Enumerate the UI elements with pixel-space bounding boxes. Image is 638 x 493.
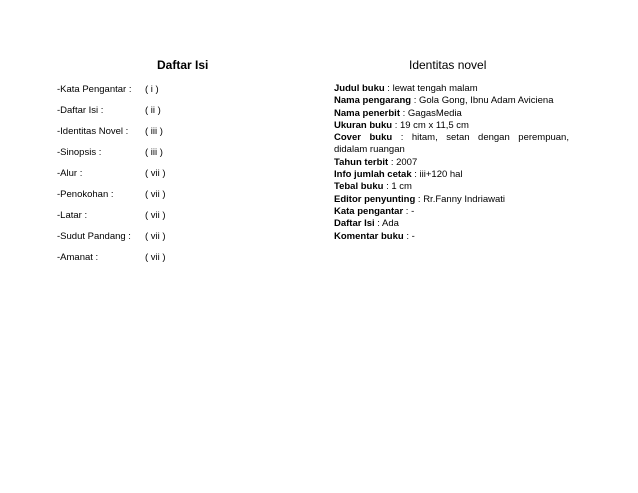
toc-item-sudut-pandang — [57, 230, 307, 251]
toc-item-kata-pengantar — [57, 83, 307, 104]
toc-item-label: -Amanat : — [57, 252, 99, 263]
identity-title: Identitas novel — [409, 58, 487, 72]
toc-item-label: -Daftar Isi : — [57, 105, 104, 116]
toc-item-label: -Sinopsis : — [57, 147, 102, 158]
identity-item-daftar-isi — [334, 218, 569, 230]
identity-item-tahun-terbit — [334, 157, 569, 169]
identity-key: Ukuran buku — [334, 119, 393, 131]
identity-item-cover-buku — [334, 132, 569, 157]
toc-item-page: ( vii ) — [145, 168, 166, 179]
toc-title: Daftar Isi — [157, 58, 209, 72]
toc-item-sinopsis — [57, 146, 307, 167]
toc-item-page: ( ii ) — [145, 105, 161, 116]
identity-item-ukuran-buku — [334, 120, 569, 132]
toc-item-identitas-novel — [57, 125, 307, 146]
identity-value: : iii+120 hal — [411, 169, 463, 181]
identity-value: : Rr.Fanny Indriawati — [415, 193, 506, 205]
identity-key: Cover buku — [334, 132, 393, 144]
toc-item-page: ( vii ) — [145, 210, 166, 221]
identity-item-judul-buku — [334, 83, 569, 95]
identity-value: : - — [403, 230, 415, 242]
identity-key: Tahun terbit — [334, 156, 389, 168]
identity-value: : 1 cm — [383, 181, 412, 193]
toc-item-page: ( vii ) — [145, 231, 166, 242]
toc-item-page: ( iii ) — [145, 147, 163, 158]
identity-item-editor-penyunting — [334, 194, 569, 206]
toc-item-penokohan — [57, 188, 307, 209]
toc-item-latar — [57, 209, 307, 230]
toc-item-page: ( vii ) — [145, 189, 166, 200]
toc-item-amanat — [57, 251, 307, 272]
identity-item-info-jumlah-cetak — [334, 169, 569, 181]
identity-key: Komentar buku — [334, 230, 404, 242]
toc-item-label: -Kata Pengantar : — [57, 84, 132, 95]
identity-item-tebal-buku — [334, 181, 569, 193]
toc-item-label: -Penokohan : — [57, 189, 114, 200]
identity-key: Tebal buku — [334, 181, 384, 193]
identity-item-komentar-buku — [334, 231, 569, 243]
toc-item-page: ( i ) — [145, 84, 159, 95]
identity-key: Kata pengantar — [334, 205, 404, 217]
identity-key: Judul buku — [334, 83, 385, 94]
identity-value: : Gola Gong, Ibnu Adam Aviciena — [411, 95, 554, 107]
identity-key: Nama penerbit — [334, 107, 400, 119]
toc-item-daftar-isi — [57, 104, 307, 125]
toc-item-page: ( iii ) — [145, 126, 163, 137]
identity-item-nama-pengarang — [334, 95, 569, 107]
identity-key: Nama pengarang — [334, 95, 412, 107]
identity-value: : - — [403, 205, 415, 217]
toc-item-label: -Alur : — [57, 168, 83, 179]
identity-value: : GagasMedia — [400, 107, 462, 119]
toc-item-label: -Sudut Pandang : — [57, 231, 131, 242]
toc-item-page: ( vii ) — [145, 252, 166, 263]
identity-value: : 19 cm x 11,5 cm — [392, 119, 469, 131]
identity-value: : 2007 — [388, 156, 418, 168]
identity-item-kata-pengantar — [334, 206, 569, 218]
identity-value: : hitam, setan dengan perempuan, didalam ruangan — [334, 132, 569, 156]
identity-key: Info jumlah cetak — [334, 169, 412, 181]
toc-list — [57, 83, 307, 272]
identity-value: : Ada — [374, 218, 399, 230]
toc-item-label: -Identitas Novel : — [57, 126, 129, 137]
identity-key: Editor penyunting — [334, 193, 416, 205]
toc-item-alur — [57, 167, 307, 188]
toc-item-label: -Latar : — [57, 210, 88, 221]
identity-list — [334, 83, 569, 243]
identity-value: : lewat tengah malam — [384, 83, 478, 94]
identity-item-nama-penerbit — [334, 108, 569, 120]
identity-key: Daftar Isi — [334, 218, 375, 230]
